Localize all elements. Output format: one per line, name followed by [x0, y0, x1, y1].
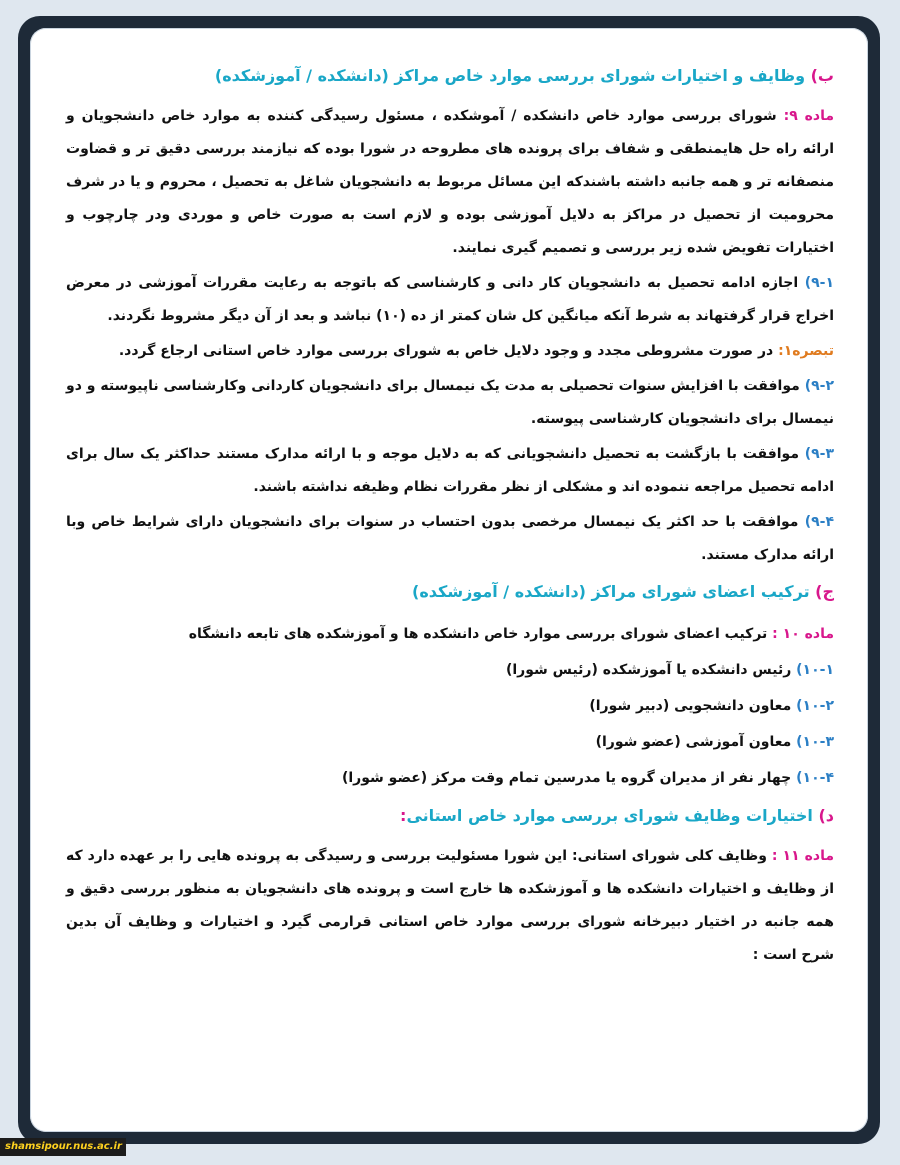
section-b-heading [66, 60, 834, 92]
member-number: ۱۰-۱) [796, 662, 834, 678]
member-text: چهار نفر از مدیران گروه یا مدرسین تمام وقت مرکز (عضو شورا) [341, 770, 792, 786]
item-9-3-text: موافقت با بازگشت به تحصیل دانشجویانی که به دلایل موجه و با ارائه مدارک مستند حداکثر یک سال برای ادامه تحصیل مراجعه ننموده اند و مشکلی از نظر مقررات نظام وظیفه نداشته باشند. [66, 446, 834, 495]
section-b-title: وظایف و اختیارات شورای بررسی موارد خاص مراکز (دانشکده / آموزشکده) [214, 66, 806, 85]
member-item [66, 652, 834, 688]
note-1-text: در صورت مشروطی مجدد و وجود دلایل خاص به شورای بررسی موارد خاص استانی ارجاع گردد. [118, 343, 774, 359]
member-number: ۱۰-۳) [796, 734, 834, 750]
article-9-label: ماده ۹: [783, 108, 835, 124]
member-number: ۱۰-۴) [796, 770, 834, 786]
item-9-3-number: ۹-۳) [804, 446, 834, 462]
item-9-2-text: موافقت با افزایش سنوات تحصیلی به مدت یک نیمسال برای دانشجویان کاردانی وکارشناسی ناپیوسته و دو نیمسال برای دانشجویان کارشناسی پیوسته. [66, 378, 834, 427]
item-9-4 [66, 506, 834, 572]
member-text: معاون آموزشی (عضو شورا) [595, 734, 792, 750]
member-text: رئیس دانشکده یا آموزشکده (رئیس شورا) [505, 662, 792, 678]
member-item [66, 724, 834, 760]
article-11-label: ماده ۱۱ : [771, 848, 834, 864]
article-11 [66, 840, 834, 972]
item-9-1 [66, 267, 834, 333]
section-c-heading [66, 576, 834, 608]
article-10-text: ترکیب اعضای شورای بررسی موارد خاص دانشکده ها و آموزشکده های تابعه دانشگاه [188, 626, 768, 642]
article-9 [66, 100, 834, 265]
section-d-heading [66, 800, 834, 832]
section-d-letter: د) [818, 806, 834, 825]
item-9-2 [66, 370, 834, 436]
item-9-3 [66, 438, 834, 504]
item-9-4-number: ۹-۴) [804, 514, 835, 530]
article-9-text: شورای بررسی موارد خاص دانشکده / آموشکده ، مسئول رسیدگی کننده به موارد خاص دانشجویان و ارائه راه حل هایمنطقی و شفاف برای پرونده های مطروحه در شورا بوده که نیازمند بررسی دقیق تر و قضاوت منصفانه تر و همه جانبه داشته باشندکه این مسائل مربوط به دانشجویان شاغل به تحصیل ، محروم و یا در شرف محرومیت از تحصیل در مراکز به دلایل آموزشی بوده و لازم است به صورت خاص و موردی ودر چارچوب و اختیارات تفویض شده زیر بررسی و تصمیم گیری نمایند. [66, 108, 834, 256]
member-number: ۱۰-۲) [796, 698, 834, 714]
section-c-title: ترکیب اعضای شورای مراکز (دانشکده / آموزشکده) [412, 582, 810, 601]
article-10-label: ماده ۱۰ : [772, 626, 834, 642]
item-9-1-text: اجازه ادامه تحصیل به دانشجویان کار دانی و کارشناسی که باتوجه به رعایت مقررات آموزشی در معرض اخراج قرار گرفتهاند به شرط آنکه میانگین کل شان کمتر از ده (۱۰) نباشد و بعد از آن دیگر مشروط نگردند. [66, 275, 834, 324]
section-b-letter: ب) [810, 66, 834, 85]
article-10 [66, 616, 834, 652]
watermark-site: shamsipour.nus.ac.ir [5, 1141, 122, 1152]
section-c-letter: ج) [815, 582, 834, 601]
item-9-1-number: ۹-۱) [804, 275, 834, 291]
article-11-text: وظایف کلی شورای استانی: این شورا مسئولیت بررسی و رسیدگی به پرونده هایی را بر عهده دارد که از وظایف و اختیارات دانشکده ها و آموزشکده ها خارج است و پرونده های دانشجویان به منظور بررسی دقیق و همه جانبه در اختیار دبیرخانه شورای بررسی موارد خاص استانی قرارمی گیرد و اختیارات و وظایف آن بدین شرح است : [66, 848, 834, 963]
document-content [66, 56, 834, 974]
item-9-2-number: ۹-۲) [804, 378, 834, 394]
member-item [66, 688, 834, 724]
site-watermark [0, 1138, 126, 1156]
section-d-title: اختیارات وظایف شورای بررسی موارد خاص استانی [406, 806, 813, 825]
note-1 [66, 335, 834, 368]
member-item [66, 760, 834, 796]
item-9-4-text: موافقت با حد اکثر یک نیمسال مرخصی بدون احتساب در سنوات برای دانشجویان دارای شرایط خاص وبا ارائه مدارک مستند. [66, 514, 834, 563]
section-d-colon: : [400, 806, 407, 825]
note-1-label: تبصره۱: [778, 343, 834, 359]
member-text: معاون دانشجویی (دبیر شورا) [589, 698, 792, 714]
